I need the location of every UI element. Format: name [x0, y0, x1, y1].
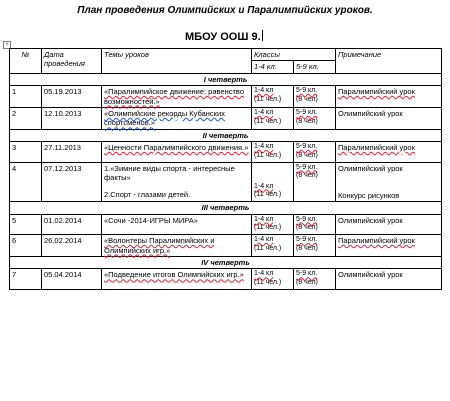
class-count: (8 чел): [296, 244, 318, 252]
table-row: [10, 235, 442, 257]
row-classes-1-4: [252, 214, 294, 235]
col-classes-header: Классы: [252, 49, 336, 61]
row-note: Паралимпийский урок: [336, 86, 442, 108]
class-label: 1-4 кл: [254, 236, 274, 244]
table-row: [10, 107, 442, 129]
row-date: 05.04.2014: [42, 269, 102, 290]
quarter-row: [10, 129, 442, 141]
quarter-row: [10, 202, 442, 214]
table-row: [10, 269, 442, 290]
row-no: 3: [10, 142, 42, 163]
row-note: Олимпийский урок: [336, 214, 442, 235]
class-label: 1-4 кл: [254, 143, 274, 150]
class-count: (11 чел.): [254, 279, 282, 286]
row-date: 12.10.2013: [42, 107, 102, 129]
class-label: 5-9 кл.: [296, 108, 318, 116]
class-count: (8 чел): [296, 151, 318, 159]
class-count: (11 чел.): [254, 224, 282, 232]
class-label: 5-9 кл.: [296, 143, 318, 150]
row-date: 26.02.2014: [42, 235, 102, 257]
class-count: (11 чел.): [254, 117, 282, 125]
header-row: [10, 49, 442, 61]
class-count: (8 чел): [296, 172, 318, 180]
row-no: 6: [10, 235, 42, 257]
row-note: [336, 162, 442, 202]
col-note-header: Примечание: [336, 49, 442, 74]
row-classes-5-9: [294, 142, 336, 163]
text-cursor: [262, 30, 263, 41]
row-topic: «Олимпийские рекорды Кубанских спортсменов.»: [102, 107, 252, 129]
row-note: Паралимпийский урок: [336, 142, 442, 163]
col-no-header: №: [10, 49, 42, 74]
col-classes-1-4-header: 1-4 кл.: [252, 61, 294, 73]
class-label: 5-9 кл.: [296, 215, 318, 223]
row-classes-5-9: [294, 214, 336, 235]
school-name-text: МБОУ ООШ 9.: [185, 31, 261, 43]
row-note-line: Олимпийский урок: [338, 163, 403, 173]
table-row: [10, 162, 442, 202]
class-count: (11 чел.): [254, 191, 282, 199]
row-classes-5-9: [294, 162, 336, 202]
table-row: [10, 86, 442, 108]
class-count: (11 чел.): [254, 95, 282, 103]
quarter-label: IV четверть: [10, 256, 442, 268]
class-count: (8 чел): [296, 117, 318, 125]
class-label: 1-4 кл: [254, 87, 274, 95]
quarter-label: II четверть: [10, 129, 442, 141]
class-label: 5-9 кл.: [296, 270, 318, 278]
row-topic-line: 1.«Зимние виды спорта - интересные факты»: [104, 163, 235, 182]
class-label: 1-4 кл: [254, 270, 274, 278]
row-classes-5-9: [294, 107, 336, 129]
row-date: 05.19.2013: [42, 86, 102, 108]
row-classes-1-4: [252, 235, 294, 257]
row-classes-5-9: [294, 269, 336, 290]
row-topic: «Волонтеры Паралимпийских и Олимпийских игр.»: [102, 235, 252, 257]
class-count: (11 чел.): [254, 151, 282, 159]
quarter-row: [10, 73, 442, 85]
table-move-handle-icon[interactable]: +: [3, 41, 11, 49]
row-classes-1-4: [252, 162, 294, 202]
class-label: 5-9 кл.: [296, 87, 318, 95]
row-no: 7: [10, 269, 42, 290]
row-date: 27.11.2013: [42, 142, 102, 163]
row-classes-5-9: [294, 235, 336, 257]
row-classes-5-9: [294, 86, 336, 108]
row-classes-1-4: [252, 86, 294, 108]
row-note: Олимпийский урок: [336, 269, 442, 290]
row-topic: «Ценности Паралимпийского движения.»: [102, 142, 252, 163]
class-count: (8 чел): [296, 279, 318, 286]
row-topic: «Подведение итогов Олимпийских игр.»: [102, 269, 252, 290]
row-date: 01.02.2014: [42, 214, 102, 235]
quarter-label: III четверть: [10, 202, 442, 214]
school-name[interactable]: [185, 30, 263, 43]
class-label: 1-4 кл: [254, 108, 274, 116]
row-topic: [102, 162, 252, 202]
row-no: 2: [10, 107, 42, 129]
row-date: 07.12.2013: [42, 162, 102, 202]
class-label: 1-4 кл: [254, 215, 274, 223]
quarter-label: I четверть: [10, 73, 442, 85]
row-note: Паралимпийский урок: [336, 235, 442, 257]
table-row: [10, 214, 442, 235]
document-title: План проведения Олимпийских и Паралимпийских уроков.: [77, 5, 373, 16]
row-classes-1-4: [252, 107, 294, 129]
class-label: 5-9 кл.: [296, 236, 318, 244]
class-label: 1-4 кл: [254, 182, 274, 190]
col-topic-header: Темы уроков: [102, 49, 252, 74]
row-note: Олимпийский урок: [336, 107, 442, 129]
row-no: 5: [10, 214, 42, 235]
row-topic-line: 2.Спорт - глазами детей.: [104, 190, 191, 200]
row-classes-1-4: [252, 269, 294, 290]
col-classes-5-9-header: 5-9 кл.: [294, 61, 336, 73]
row-no: 4: [10, 162, 42, 202]
class-label: 5-9 кл.: [296, 163, 318, 171]
quarter-row: [10, 256, 442, 268]
class-count: (8 чел): [296, 95, 318, 103]
col-date-header: Дата проведения: [42, 49, 102, 74]
row-no: 1: [10, 86, 42, 108]
row-topic: «Сочи -2014-ИГРЫ МИРА»: [102, 214, 252, 235]
class-count: (8 чел): [296, 224, 318, 232]
row-classes-1-4: [252, 142, 294, 163]
lessons-table: [9, 48, 442, 290]
class-count: (11 чел.): [254, 244, 282, 252]
table-row: [10, 142, 442, 163]
row-note-line: Конкурс рисунков: [338, 190, 400, 200]
row-topic: «Паралимпийское движение: равенство возможностей.»: [102, 86, 252, 108]
